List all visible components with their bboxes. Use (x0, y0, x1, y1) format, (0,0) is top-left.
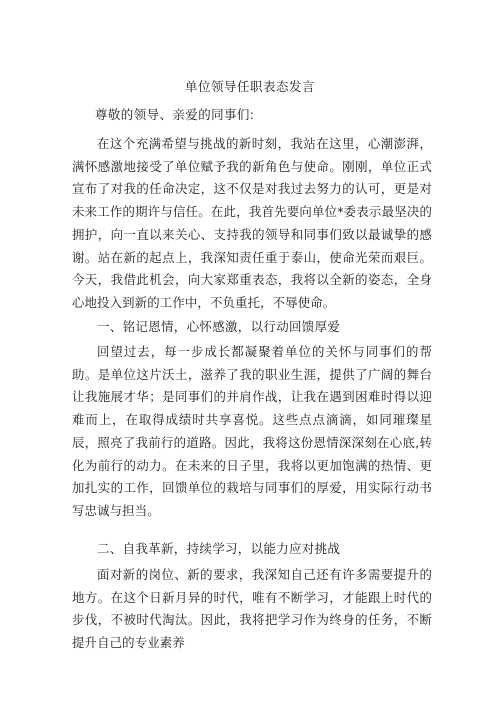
greeting-line: 尊敬的领导、亲爱的同事们: (95, 107, 255, 122)
document-title: 单位领导任职表态发言 (184, 79, 315, 94)
paragraph-1: 在这个充满希望与挑战的新时刻，我站在这里，心潮澎湃，满怀感激地接受了单位赋予我的新角色与使命。刚刚，单位正式宣布了对我的任命决定，这不仅是对我过去努力的认可，更是对未来工作的期许与信任。在此，我首先要向单位*委表示最坚决的拥护，向一直以来关心、支持我的领导和同事们致以最诚挚的感谢。站在新的起点上，我深知责任重于泰山，使命光荣而艰巨。今天，我借此机会，向大家郑重表态，我将以全新的姿态，全身心地投入到新的工作中，不负重托，不辱使命。 (72, 136, 432, 310)
paragraph-3: 面对新的岗位、新的要求，我深知自己还有许多需要提升的地方。在这个日新月异的时代，唯有不断学习，才能跟上时代的步伐，不被时代淘汰。因此，我将把学习作为终身的任务，不断提升自己的专业素养 (72, 567, 432, 651)
section-heading-1: 一、铭记恩情，心怀感激，以行动回馈厚爱 (97, 319, 341, 334)
section-heading-2: 二、自我革新，持续学习，以能力应对挑战 (97, 541, 341, 556)
paragraph-2: 回望过去，每一步成长都凝聚着单位的关怀与同事们的帮助。是单位这片沃土，滋养了我的职业生涯，提供了广阔的舞台让我施展才华；是同事们的并肩作战，让我在遇到困难时得以迎难而上，在取得成绩时共享喜悦。这些点点滴滴，如同璀璨星辰，照亮了我前行的道路。因此，我将这份恩情深深刻在心底,转化为前行的动力。在未来的日子里，我将以更加饱满的热情、更加扎实的工作，回馈单位的栽培与同事们的厚爱，用实际行动书写忠诚与担当。 (72, 344, 432, 518)
